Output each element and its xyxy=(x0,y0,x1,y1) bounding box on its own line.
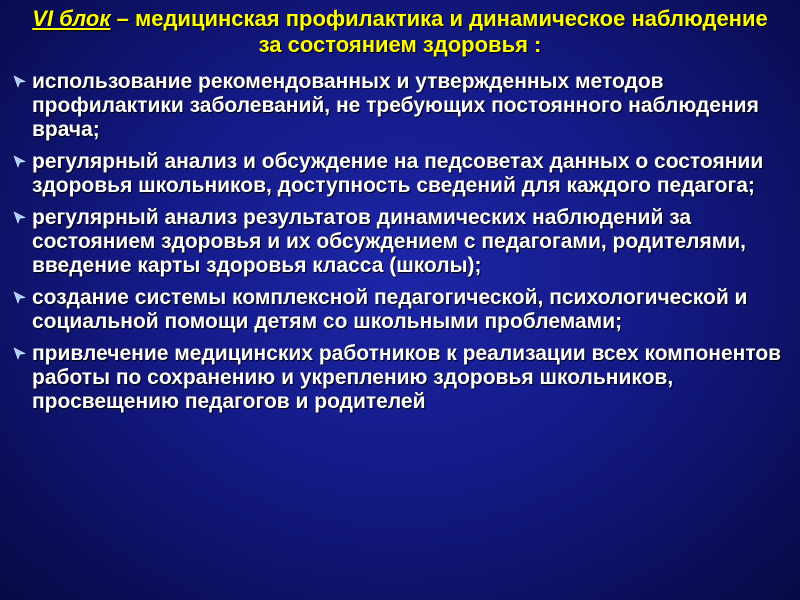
bullet-item xyxy=(12,206,792,278)
bullet-text: привлечение медицинских работников к реализации всех компонентов работы по сохранению и укреплению здоровья школьников, просвещению педагогов и родителей xyxy=(32,342,782,413)
title-text: – медицинская профилактика и динамическое наблюдение за состоянием здоровья : xyxy=(110,6,768,57)
arrow-bullet-icon xyxy=(13,75,26,88)
bullet-text: регулярный анализ и обсуждение на педсоветах данных о состоянии здоровья школьников, доступность сведений для каждого педагога; xyxy=(32,150,764,197)
arrow-bullet-icon xyxy=(13,155,26,168)
bullet-list xyxy=(12,70,792,422)
bullet-text: регулярный анализ результатов динамических наблюдений за состоянием здоровья и их обсуждением с педагогами, родителями, введение карты здоровья класса (школы); xyxy=(32,206,746,277)
bullet-item xyxy=(12,342,792,414)
bullet-text: создание системы комплексной педагогической, психологической и социальной помощи детям со школьными проблемами; xyxy=(32,286,748,333)
slide-title xyxy=(30,6,770,58)
title-block-label: VI блок xyxy=(32,6,111,31)
bullet-item xyxy=(12,150,792,198)
arrow-bullet-icon xyxy=(13,211,26,224)
bullet-item xyxy=(12,70,792,142)
arrow-bullet-icon xyxy=(13,291,26,304)
bullet-item xyxy=(12,286,792,334)
bullet-text: использование рекомендованных и утвержденных методов профилактики заболеваний, не требующих постоянного наблюдения врача; xyxy=(32,70,759,141)
arrow-bullet-icon xyxy=(13,347,26,360)
